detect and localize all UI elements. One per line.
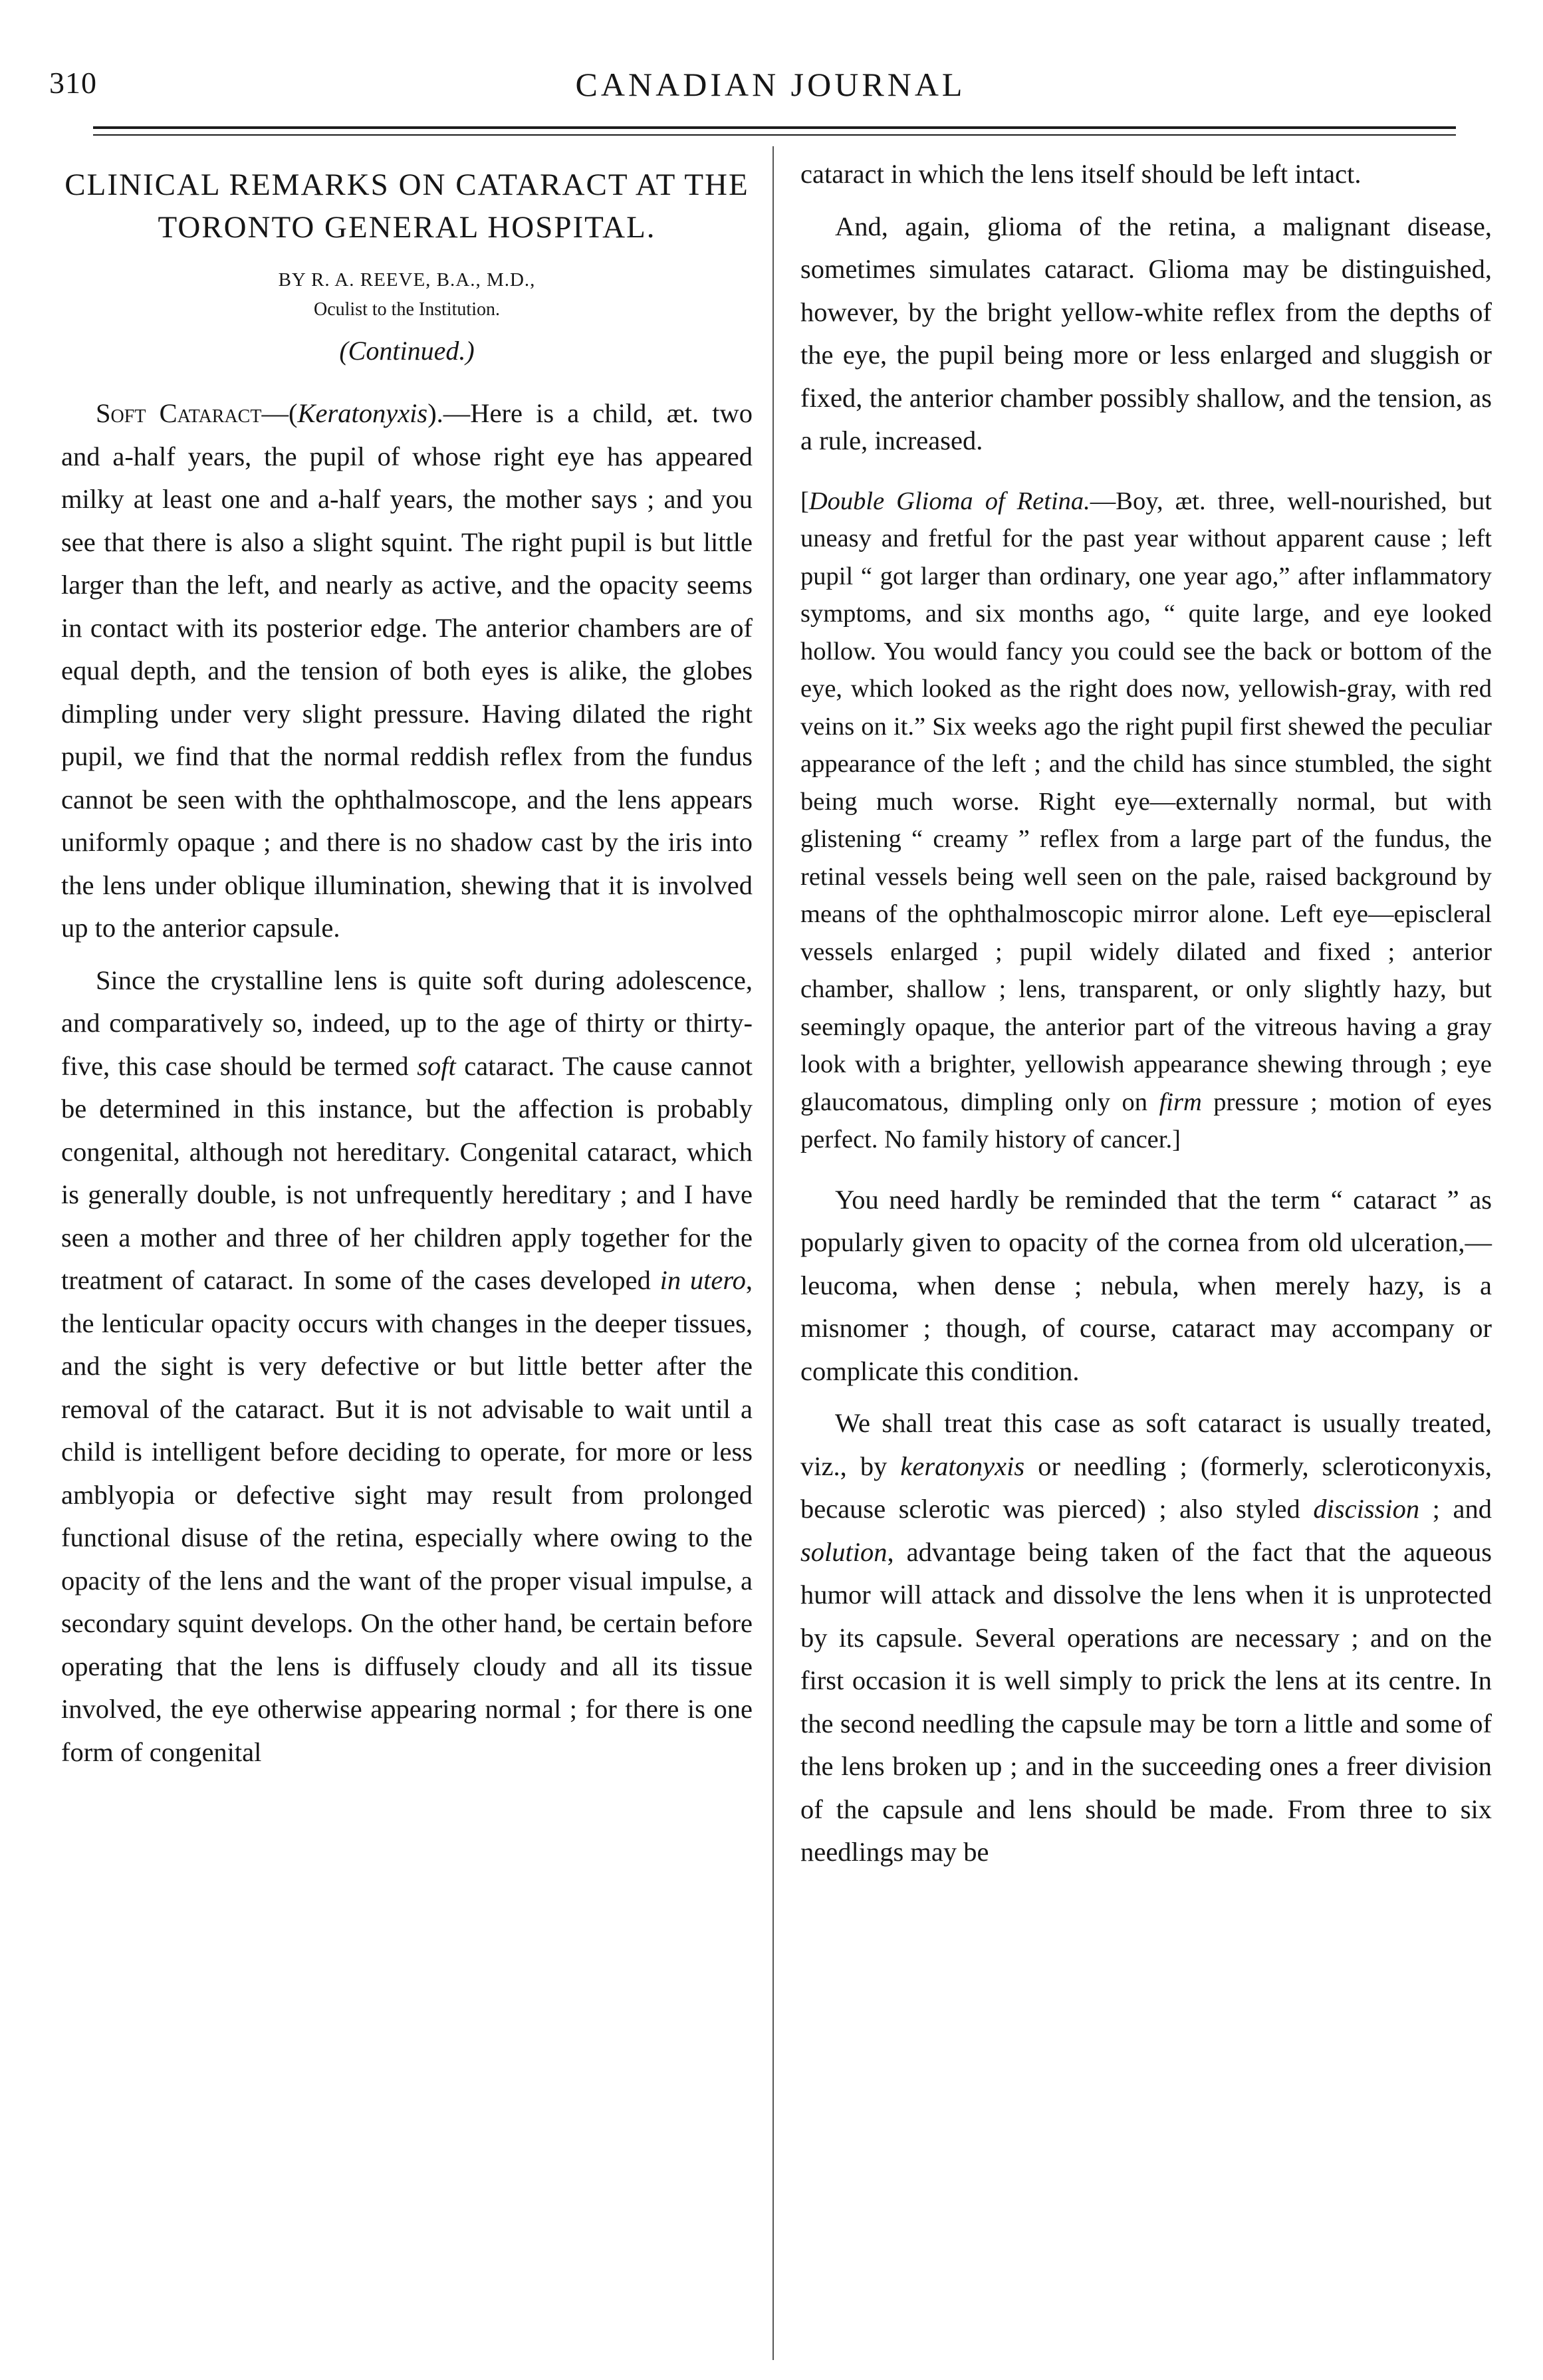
paragraph-term-cataract: You need hardly be reminded that the term “ cataract ” as popularly given to opacity of the cornea from old ulceration,—leucoma, when dense ; nebula, when merely hazy, is a misnomer ; though, of course, cataract may accompany or complicate this condition. <box>800 1184 1492 1386</box>
column-divider <box>772 146 774 2360</box>
running-head: CANADIAN JOURNAL <box>575 66 966 103</box>
page-header <box>49 65 1492 118</box>
term-discission: discission <box>1313 1494 1420 1524</box>
paragraph-continuation: cataract in which the lens itself should be left intact. <box>800 159 1362 189</box>
author-byline: BY R. A. REEVE, B.A., M.D., <box>278 269 536 291</box>
paragraph-crystalline-lens: Since the crystalline lens is quite soft during adolescence, and comparatively so, indeed, up to the age of thirty or thirty-five, this case should be termed soft cataract. The cause cannot be determined in this instance, but the affection is probably congenital, although not hereditary. Congenital cataract, which is generally double, is not unfrequently hereditary ; and I have seen a mother and three of her children apply together for the treatment of cataract. In some of the cases developed in utero, the lenticular opacity occurs with changes in the deeper tissues, and the sight is very defective or but little better after the removal of the cataract. But it is not advisable to wait until a child is intelligent before deciding to operate, for more or less amblyopia or defective sight may result from prolonged functional disuse of the retina, especially where owing to the opacity of the lens and the want of the proper visual impulse, a secondary squint develops. On the other hand, be certain before operating that the lens is diffusely cloudy and all its tissue involved, the eye otherwise appearing normal ; for there is one form of congenital <box>61 965 753 1767</box>
author-affiliation: Oculist to the Institution. <box>314 299 500 320</box>
page-number: 310 <box>49 66 97 100</box>
term-in-utero: in utero <box>659 1265 746 1295</box>
case-report-double-glioma: [Double Glioma of Retina.—Boy, æt. three, well-nourished, but uneasy and fretful for the past year without apparent cause ; left pupil “ got larger than ordinary, one year ago,” after inflammatory symptoms, and six months ago, “ quite large, and eye looked hollow. You would fancy you could see the back or bottom of the eye, which looked as the right does now, yellowish-gray, with red veins on it.” Six weeks ago the right pupil first shewed the peculiar appearance of the left ; and the child has since stumbled, the sight being much worse. Right eye—externally normal, but with glistening “ creamy ” reflex from a large part of the fundus, the retinal vessels being well seen on the pale, raised background by means of the ophthalmoscopic mirror alone. Left eye—episcleral vessels enlarged ; pupil widely dilated and fixed ; anterior chamber, shallow ; lens, transparent, or only slightly hazy, but seemingly opaque, the anterior part of the vitreous having a gray look with a brighter, yellowish appearance shewing through ; eye glaucomatous, dimpling only on firm pressure ; motion of eyes perfect. No family history of cancer.] <box>800 487 1492 1153</box>
term-keratonyxis: Keratonyxis <box>297 398 428 428</box>
section-heading: Soft Cataract <box>96 398 262 428</box>
article-title: CLINICAL REMARKS ON CATARACT AT THE TORONTO GENERAL HOSPITAL. <box>64 168 749 245</box>
term-keratonyxis-2: keratonyxis <box>900 1451 1025 1481</box>
term-solution: solution <box>800 1536 888 1567</box>
continued-note: (Continued.) <box>339 336 475 366</box>
right-column <box>800 153 1492 1874</box>
paragraph-soft-cataract: Soft Cataract—(Keratonyxis).—Here is a child, æt. two and a-half years, the pupil of whose right eye has appeared milky at least one and a-half years, the mother says ; and you see that there is also a slight squint. The right pupil is but little larger than the left, and nearly as active, and the opacity seems in contact with its posterior edge. The anterior chambers are of equal depth, and the tension of both eyes is alike, the globes dimpling under very slight pressure. Having dilated the right pupil, we find that the normal reddish reflex from the fundus cannot be seen with the ophthalmoscope, and the lens appears uniformly opaque ; and there is no shadow cast by the iris into the lens under oblique illumination, shewing that it is involved up to the anterior capsule. <box>61 398 753 943</box>
term-firm: firm <box>1159 1088 1202 1116</box>
term-soft: soft <box>417 1050 456 1081</box>
header-rule-thick <box>93 126 1456 129</box>
left-column <box>61 164 753 1774</box>
header-rule-thin <box>93 134 1456 136</box>
paragraph-treatment: We shall treat this case as soft cataract is usually treated, viz., by keratonyxis or needling ; (formerly, scleroticonyxis, because sclerotic was pierced) ; also styled discission ; and solution, advantage being taken of the fact that the aqueous humor will attack and dissolve the lens when it is unprotected by its capsule. Several operations are necessary ; and on the first occasion it is well simply to prick the lens at its centre. In the second needling the capsule may be torn a little and some of the lens broken up ; and in the succeeding ones a freer division of the capsule and lens should be made. From three to six needlings may be <box>800 1408 1492 1867</box>
paragraph-glioma: And, again, glioma of the retina, a malignant disease, sometimes simulates cataract. Glioma may be distinguished, however, by the bright yellow-white reflex from the depths of the eye, the pupil being more or less enlarged and sluggish or fixed, the anterior chamber possibly shallow, and the tension, as a rule, increased. <box>800 211 1492 455</box>
case-title: Double Glioma of Retina. <box>808 487 1090 515</box>
